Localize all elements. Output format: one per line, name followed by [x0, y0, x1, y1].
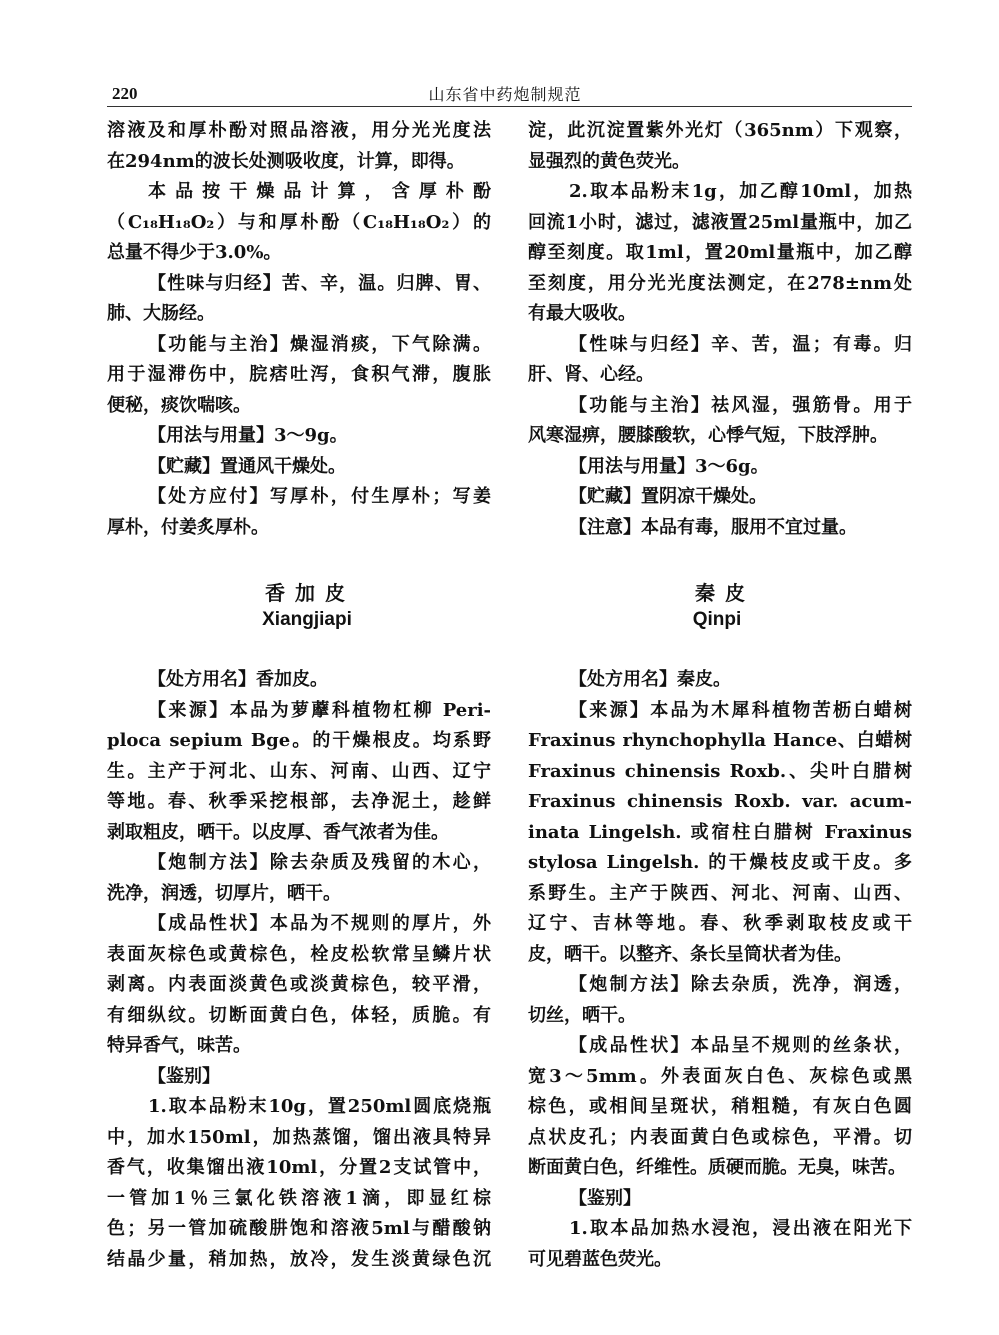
left-body-paragraph-line: 【炮制方法】除去杂质及残留的木心，	[148, 852, 491, 873]
right-top-paragraph-line: 【贮藏】置阴凉干燥处。	[569, 486, 767, 507]
left-body-paragraph-line: 【成品性状】本品为不规则的厚片，外	[148, 913, 491, 934]
right-body-paragraph-line: 系野生。主产于陕西、河北、河南、山西、	[528, 882, 912, 904]
right-body-paragraph-line: 宽3～5mm。外表面灰白色、灰棕色或黑	[528, 1065, 912, 1087]
right-body-paragraph-line: 1.取本品加热水浸泡，浸出液在阳光下	[569, 1218, 912, 1239]
left-body-paragraph-line: 有细纵纹。切断面黄白色，体轻，质脆。有	[107, 1004, 491, 1026]
right-body-paragraph-line: Fraxinus chinensis Roxb. var. acum-	[528, 791, 912, 812]
left-body-paragraph-line: 【处方用名】香加皮。	[148, 669, 328, 690]
right-body-paragraph-line: 点状皮孔；内表面黄白色或棕色，平滑。切	[528, 1126, 912, 1148]
left-top-paragraph-line: 【处方应付】写厚朴，付生厚朴；写姜	[148, 486, 491, 507]
section-pinyin-left: Xiangjiapi	[262, 609, 352, 630]
left-body-paragraph-line: 等地。春、秋季采挖根部，去净泥土，趁鲜	[107, 791, 491, 812]
left-top-paragraph-line: （C₁₈H₁₈O₂）与和厚朴酚（C₁₈H₁₈O₂）的	[107, 211, 491, 233]
left-top-paragraph-line: 用于湿滞伤中，脘痞吐泻，食积气滞，腹胀	[107, 364, 491, 385]
right-top-paragraph-line: 2.取本品粉末1g，加乙醇10ml，加热	[569, 181, 912, 202]
left-body-paragraph-line: 一管加1％三氯化铁溶液1滴，即显红棕	[107, 1187, 491, 1209]
right-body-paragraph-line: 【来源】本品为木犀科植物苦枥白蜡树	[569, 699, 912, 721]
right-top-paragraph-line: 【功能与主治】祛风湿，强筋骨。用于	[569, 394, 912, 416]
running-title: 山东省中药炮制规范	[428, 85, 582, 104]
left-body-paragraph-line: 洗净，润透，切厚片，晒干。	[107, 882, 341, 904]
right-top-paragraph-line: 肝、肾、心经。	[528, 364, 654, 385]
left-body-paragraph-line: 1.取本品粉末10g，置250ml圆底烧瓶	[148, 1096, 491, 1117]
section-title-right: 秦皮	[695, 581, 755, 605]
left-top-paragraph-line: 厚朴，付姜炙厚朴。	[107, 516, 269, 538]
left-top-paragraph-line: 【功能与主治】燥湿消痰，下气除满。	[148, 333, 491, 355]
left-top-paragraph-line: 总量不得少于3.0%。	[107, 242, 282, 263]
left-body-paragraph-line: 表面灰棕色或黄棕色，栓皮松软常呈鳞片状	[107, 943, 491, 965]
left-body-paragraph-line: 中，加水150ml，加热蒸馏，馏出液具特异	[107, 1126, 491, 1148]
right-body-paragraph-line: 切丝，晒干。	[528, 1004, 636, 1026]
left-body-paragraph-line: 生。主产于河北、山东、河南、山西、辽宁	[107, 760, 491, 782]
right-body-paragraph-line: stylosa Lingelsh. 的干燥枝皮或干皮。多	[528, 852, 912, 873]
left-top-paragraph-line: 便秘，痰饮喘咳。	[107, 394, 251, 416]
right-body-paragraph-line: 皮，晒干。以整齐、条长呈筒状者为佳。	[528, 943, 852, 965]
section-pinyin-right: Qinpi	[692, 609, 742, 630]
right-top-paragraph-line: 【性味与归经】辛、苦，温；有毒。归	[569, 333, 912, 355]
left-top-paragraph-line: 本品按干燥品计算，含厚朴酚	[148, 181, 491, 202]
left-top-paragraph-line: 【性味与归经】苦、辛，温。归脾、胃、	[148, 272, 491, 294]
left-body-paragraph-line: 剥离。内表面淡黄色或淡黄棕色，较平滑，	[107, 974, 491, 995]
right-top-paragraph-line: 至刻度，用分光光度法测定，在278±nm处	[528, 272, 912, 294]
right-top-paragraph-line: 回流1小时，滤过，滤液置25ml量瓶中，加乙	[528, 211, 912, 233]
right-top-paragraph-line: 【注意】本品有毒，服用不宜过量。	[569, 516, 857, 538]
right-body-paragraph-line: 棕色，或相间呈斑状，稍粗糙，有灰白色圆	[528, 1096, 912, 1117]
header-rule	[107, 106, 912, 107]
right-top-paragraph-line: 显强烈的黄色荧光。	[528, 150, 690, 172]
right-top-paragraph-line: 淀，此沉淀置紫外光灯（365nm）下观察，	[528, 120, 912, 141]
right-body-paragraph-line: inata Lingelsh. 或宿柱白腊树 Fraxinus	[528, 821, 912, 843]
left-body-paragraph-line: 香气，收集馏出液10ml，分置2支试管中，	[107, 1157, 491, 1178]
right-body-paragraph-line: 【炮制方法】除去杂质，洗净，润透，	[569, 974, 912, 995]
left-top-paragraph-line: 【用法与用量】3～9g。	[148, 425, 348, 446]
right-top-paragraph-line: 醇至刻度。取1ml，置20ml量瓶中，加乙醇	[528, 242, 912, 263]
left-top-paragraph-line: 溶液及和厚朴酚对照品溶液，用分光光度法	[107, 120, 491, 141]
right-body-paragraph-line: Fraxinus chinensis Roxb.、尖叶白腊树	[528, 760, 912, 782]
right-top-paragraph-line: 风寒湿痹，腰膝酸软，心悸气短，下肢浮肿。	[528, 425, 888, 446]
right-body-paragraph-line: 【成品性状】本品呈不规则的丝条状，	[569, 1035, 912, 1056]
right-body-paragraph-line: Fraxinus rhynchophylla Hance、白蜡树	[528, 730, 912, 751]
left-body-paragraph-line: 【鉴别】	[148, 1065, 220, 1087]
section-title-left: 香加皮	[265, 581, 355, 605]
left-body-paragraph-line: 剥取粗皮，晒干。以皮厚、香气浓者为佳。	[107, 821, 449, 843]
right-body-paragraph-line: 【处方用名】秦皮。	[569, 669, 731, 690]
left-top-paragraph-line: 在294nm的波长处测吸收度，计算，即得。	[107, 150, 465, 172]
right-body-paragraph-line: 辽宁、吉林等地。春、秋季剥取枝皮或干	[528, 913, 912, 934]
left-body-paragraph-line: ploca sepium Bge。的干燥根皮。均系野	[107, 730, 491, 751]
left-top-paragraph-line: 【贮藏】置通风干燥处。	[148, 455, 346, 477]
left-body-paragraph-line: 色；另一管加硫酸肼饱和溶液5ml与醋酸钠	[107, 1218, 491, 1239]
left-body-paragraph-line: 【来源】本品为萝藦科植物杠柳 Peri-	[148, 699, 491, 721]
right-body-paragraph-line: 断面黄白色，纤维性。质硬而脆。无臭，味苦。	[528, 1157, 906, 1178]
left-top-paragraph-line: 肺、大肠经。	[107, 303, 215, 324]
right-body-paragraph-line: 【鉴别】	[569, 1187, 641, 1209]
right-top-paragraph-line: 有最大吸收。	[528, 303, 636, 324]
right-body-paragraph-line: 可见碧蓝色荧光。	[528, 1248, 672, 1270]
page-number: 220	[112, 84, 138, 103]
left-body-paragraph-line: 特异香气，味苦。	[107, 1035, 251, 1056]
left-body-paragraph-line: 结晶少量，稍加热，放冷，发生淡黄绿色沉	[107, 1248, 491, 1270]
right-top-paragraph-line: 【用法与用量】3～6g。	[569, 455, 769, 477]
